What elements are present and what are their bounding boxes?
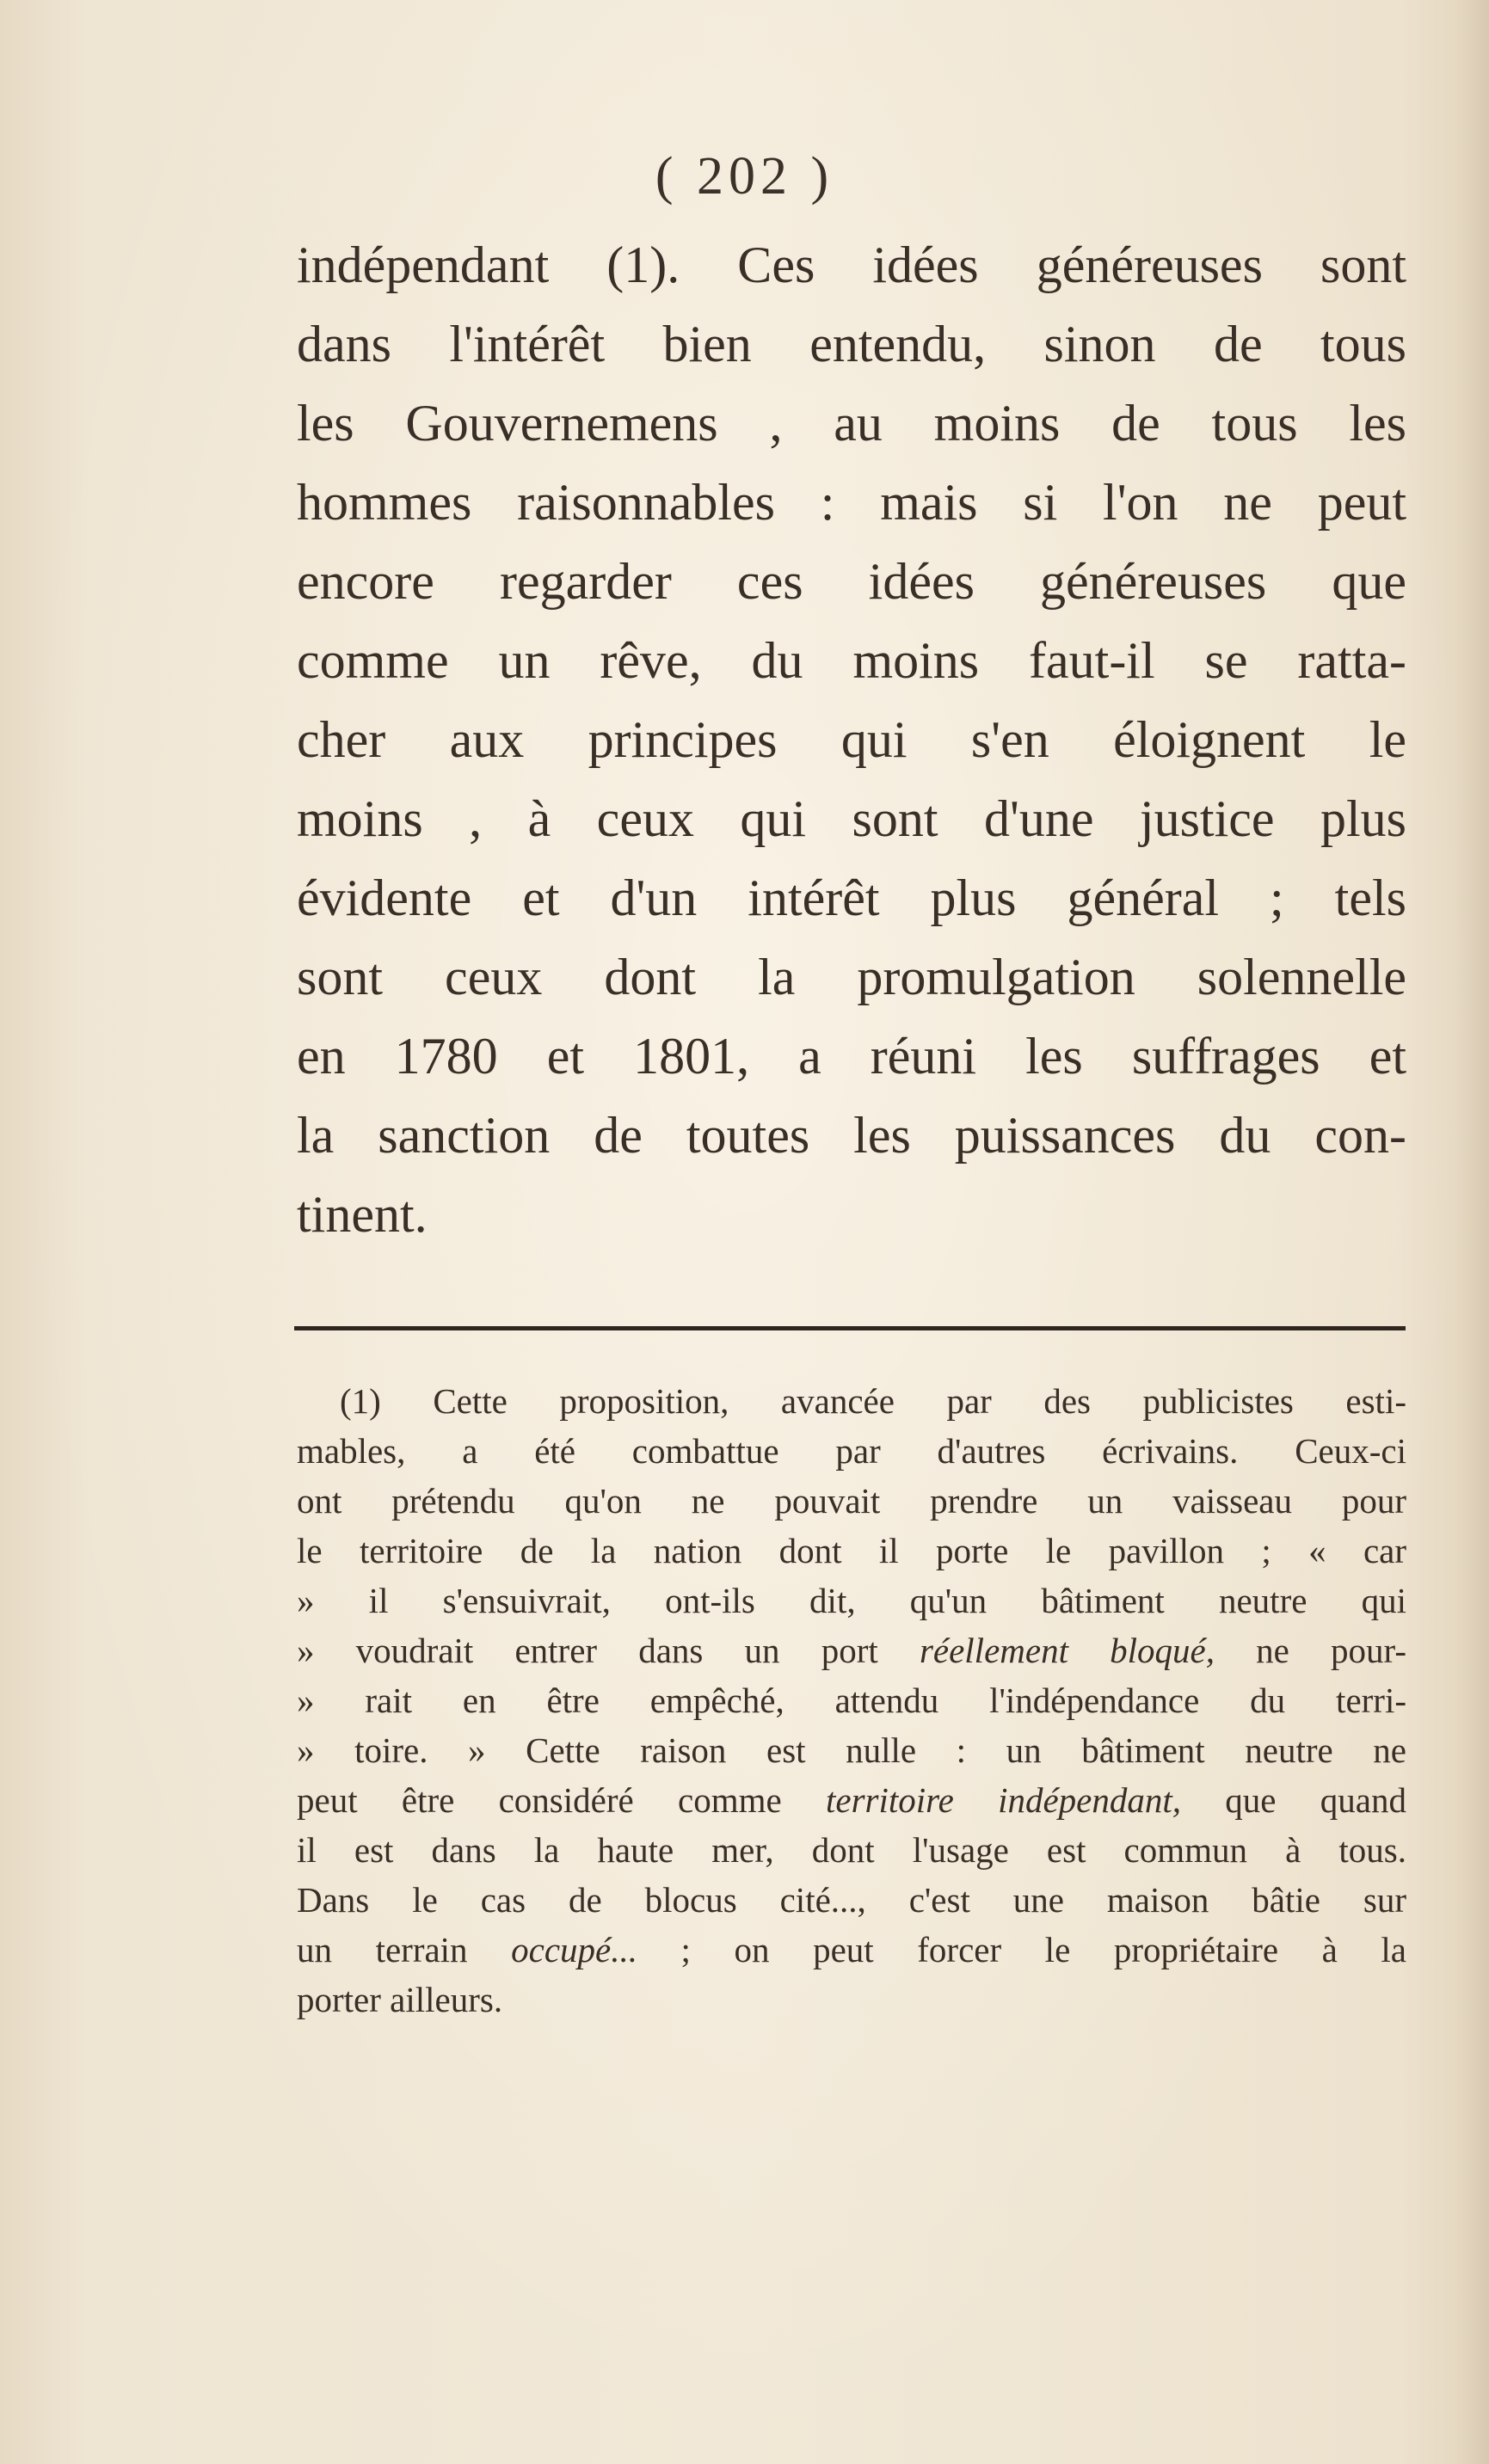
footnote-text: que quand [1181,1780,1406,1820]
body-line: la sanction de toutes les puissances du con- [297,1107,1406,1164]
main-paragraph [297,225,1406,1254]
footnote-line: porter ailleurs. [297,1980,503,2019]
body-line: moins , à ceux qui sont d'une justice plus [297,790,1406,847]
footnote [297,1376,1406,2025]
body-line: indépendant (1). Ces idées généreuses sont [297,237,1406,293]
footnote-line [297,1775,1406,1825]
body-line: comme un rêve, du moins faut-il se ratta- [297,632,1406,689]
footnote-text: » voudrait entrer dans un port [297,1631,920,1670]
footnote-line [297,1925,1406,1975]
body-line: sont ceux dont la promulgation solennelle [297,949,1406,1005]
footnote-separator-rule [294,1326,1406,1330]
footnote-text: ; on peut forcer le propriétaire à la [637,1930,1407,1969]
footnote-line: » rait en être empêché, attendu l'indépendance du terri- [297,1681,1406,1720]
body-line: tinent. [297,1186,428,1243]
page-number: ( 202 ) [655,147,834,206]
body-line: dans l'intérêt bien entendu, sinon de tous [297,316,1406,372]
body-line: en 1780 et 1801, a réuni les suffrages et [297,1028,1406,1085]
footnote-line [297,1625,1406,1675]
page-edge-shadow [1455,0,1489,2464]
footnote-line: il est dans la haute mer, dont l'usage est commun à tous. [297,1830,1406,1870]
footnote-text: un terrain [297,1930,512,1969]
footnote-line: ont prétendu qu'on ne pouvait prendre un vaisseau pour [297,1481,1406,1521]
footnote-text: ne pour- [1214,1631,1407,1670]
footnote-italic-text: réellement bloqué, [919,1631,1215,1670]
footnote-text: peut être considéré comme [297,1780,826,1820]
body-line: hommes raisonnables : mais si l'on ne peut [297,474,1406,531]
body-line: évidente et d'un intérêt plus général ; tels [297,869,1406,926]
footnote-line: Dans le cas de blocus cité..., c'est une maison bâtie sur [297,1880,1406,1920]
footnote-line: » il s'ensuivrait, ont-ils dit, qu'un bâtiment neutre qui [297,1581,1406,1620]
footnote-line: (1) Cette proposition, avancée par des publicistes esti- [340,1381,1406,1421]
footnote-line: » toire. » Cette raison est nulle : un bâtiment neutre ne [297,1730,1406,1770]
body-line: les Gouvernemens , au moins de tous les [297,395,1406,452]
footnote-italic-text: territoire indépendant, [825,1780,1182,1820]
footnote-italic-text: occupé... [511,1930,637,1969]
body-line: cher aux principes qui s'en éloignent le [297,711,1406,768]
footnote-line: mables, a été combattue par d'autres écrivains. Ceux-ci [297,1431,1406,1471]
footnote-line: le territoire de la nation dont il porte le pavillon ; « car [297,1531,1406,1570]
body-line: encore regarder ces idées généreuses que [297,553,1406,610]
